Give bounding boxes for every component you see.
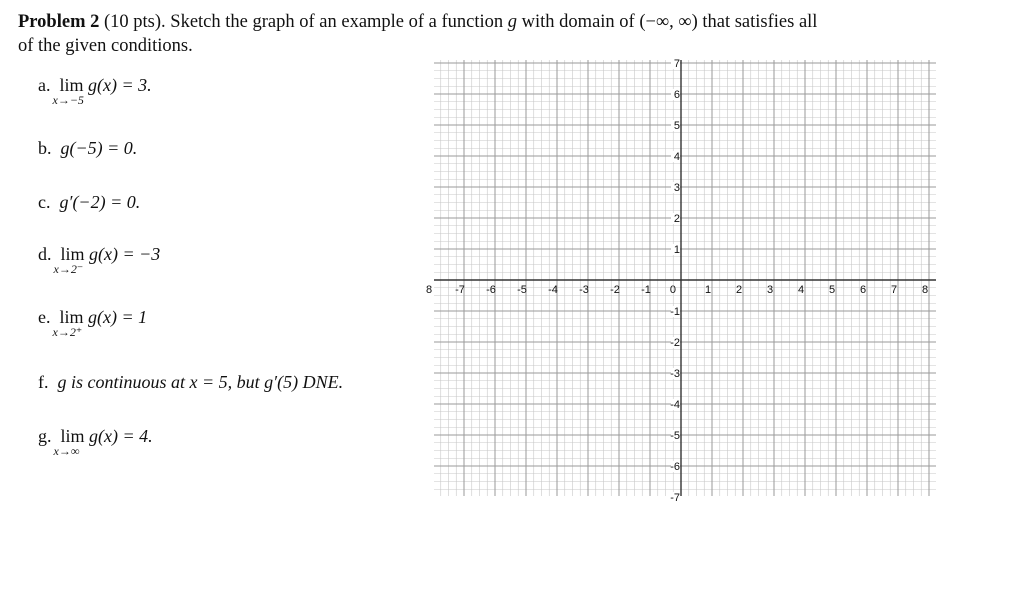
y-tick-label: -5 — [670, 430, 680, 442]
x-tick-label: 3 — [766, 284, 774, 296]
y-tick-label: -6 — [670, 461, 680, 473]
lim-text: lim — [60, 244, 85, 264]
condition-expression: g(x) = 1 — [88, 307, 148, 327]
lim-text: lim — [59, 307, 84, 327]
problem-points: (10 pts). — [103, 12, 166, 32]
problem-text-a: Sketch the graph of an example of a function — [170, 12, 504, 32]
x-tick-label: 5 — [828, 284, 836, 296]
x-tick-label: 7 — [890, 284, 898, 296]
condition-label: f. — [38, 372, 49, 392]
y-tick-label: 7 — [673, 58, 680, 70]
y-tick-label: 6 — [673, 89, 680, 101]
y-tick-label: -7 — [670, 492, 680, 504]
condition-label: e. — [38, 307, 51, 327]
function-name: g — [507, 12, 518, 32]
x-tick-label: 0 — [669, 284, 676, 296]
x-tick-label: -3 — [579, 284, 589, 296]
x-tick-label: -5 — [517, 284, 527, 296]
condition-label: g. — [38, 426, 52, 446]
x-tick-label: 1 — [704, 284, 712, 296]
limit-subscript: x→−5 — [52, 93, 84, 107]
condition-expression: g(x) = −3 — [89, 244, 161, 264]
y-tick-label: -4 — [670, 399, 680, 411]
y-tick-label: -3 — [670, 368, 680, 380]
x-tick-label: -4 — [548, 284, 558, 296]
y-tick-label: 3 — [673, 182, 680, 194]
condition-label: b. — [38, 138, 52, 158]
x-tick-label: 6 — [859, 284, 867, 296]
lim-text: lim — [59, 75, 84, 95]
condition-expression: g(x) = 4. — [89, 426, 153, 446]
limit-subscript: x→∞ — [53, 444, 80, 458]
problem-title: Problem 2 — [18, 12, 100, 32]
problem-text-b: with domain of — [521, 12, 635, 32]
x-tick-label: 8 — [425, 284, 433, 296]
x-tick-label: -6 — [486, 284, 496, 296]
limit-subscript: x→2⁻ — [53, 262, 84, 276]
condition-label: d. — [38, 244, 52, 264]
condition-label: a. — [38, 75, 51, 95]
condition-expression: g′(−2) = 0. — [59, 192, 141, 212]
y-tick-label: 1 — [673, 244, 680, 256]
x-tick-label: 4 — [797, 284, 805, 296]
x-tick-label: -2 — [610, 284, 620, 296]
header-line-2: of the given conditions. — [18, 36, 193, 56]
x-tick-label: -7 — [455, 284, 465, 296]
condition-expression: g(−5) = 0. — [60, 138, 138, 158]
y-tick-label: -1 — [670, 306, 680, 318]
y-tick-label: 4 — [673, 151, 680, 163]
x-tick-label: -1 — [641, 284, 651, 296]
problem-text-c: that satisfies all — [702, 12, 818, 32]
y-tick-label: 5 — [673, 120, 680, 132]
condition-expression: g(x) = 3. — [88, 75, 152, 95]
x-tick-label: 8 — [921, 284, 929, 296]
y-tick-label: -2 — [670, 337, 680, 349]
y-tick-label: 2 — [673, 213, 680, 225]
condition-expression: g is continuous at x = 5, but g′(5) DNE. — [57, 372, 344, 392]
limit-subscript: x→2⁺ — [52, 325, 83, 339]
condition-label: c. — [38, 192, 51, 212]
lim-text: lim — [60, 426, 85, 446]
domain-interval: (−∞, ∞) — [639, 12, 698, 32]
x-tick-label: 2 — [735, 284, 743, 296]
